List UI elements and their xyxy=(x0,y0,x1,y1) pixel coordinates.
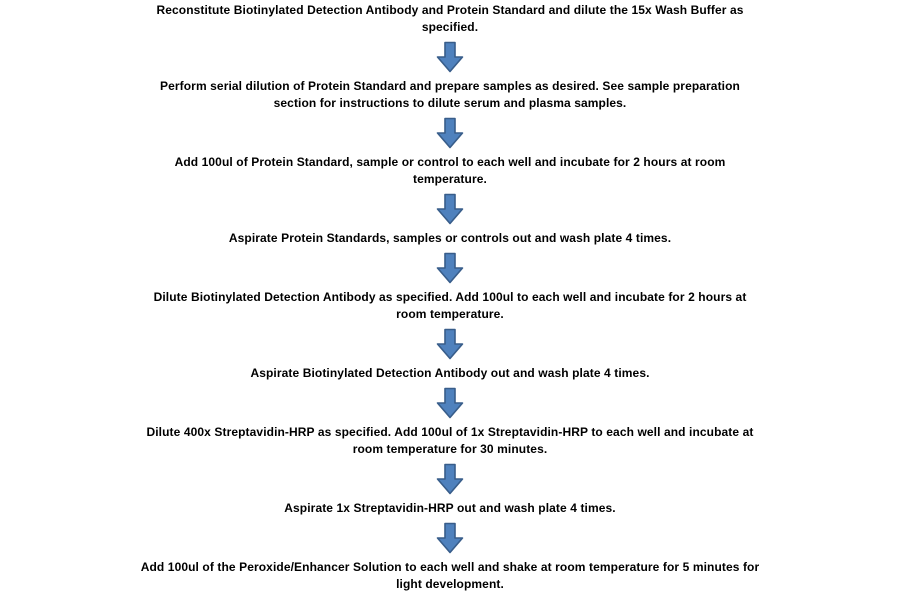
down-arrow-icon xyxy=(435,41,465,73)
down-arrow-icon xyxy=(435,328,465,360)
flowchart-step: Aspirate Biotinylated Detection Antibody out and wash plate 4 times. xyxy=(250,366,650,380)
down-arrow-icon xyxy=(435,522,465,554)
flowchart-step: Aspirate Protein Standards, samples or controls out and wash plate 4 times. xyxy=(228,231,672,245)
flowchart-step: Dilute 400x Streptavidin-HRP as specified. Add 100ul of 1x Streptavidin-HRP to each well and incubate at room temperature for 30 minutes. xyxy=(146,425,754,456)
down-arrow-icon xyxy=(435,193,465,225)
flowchart-step: Add 100ul of the Peroxide/Enhancer Solution to each well and shake at room temperature for 5 minutes for light development. xyxy=(140,560,760,591)
flowchart-step: Reconstitute Biotinylated Detection Antibody and Protein Standard and dilute the 15x Wash Buffer as specified. xyxy=(156,3,744,34)
down-arrow-icon xyxy=(435,387,465,419)
flowchart-step: Perform serial dilution of Protein Standard and prepare samples as desired. See sample preparation section for instructions to dilute serum and plasma samples. xyxy=(160,79,740,110)
down-arrow-icon xyxy=(435,117,465,149)
down-arrow-icon xyxy=(435,252,465,284)
flowchart-step: Aspirate 1x Streptavidin-HRP out and wash plate 4 times. xyxy=(284,501,616,515)
flowchart-step: Add 100ul of Protein Standard, sample or control to each well and incubate for 2 hours at room temperature. xyxy=(174,155,726,186)
flowchart-step: Dilute Biotinylated Detection Antibody as specified. Add 100ul to each well and incubate for 2 hours at room temperature. xyxy=(153,290,747,321)
down-arrow-icon xyxy=(435,463,465,495)
